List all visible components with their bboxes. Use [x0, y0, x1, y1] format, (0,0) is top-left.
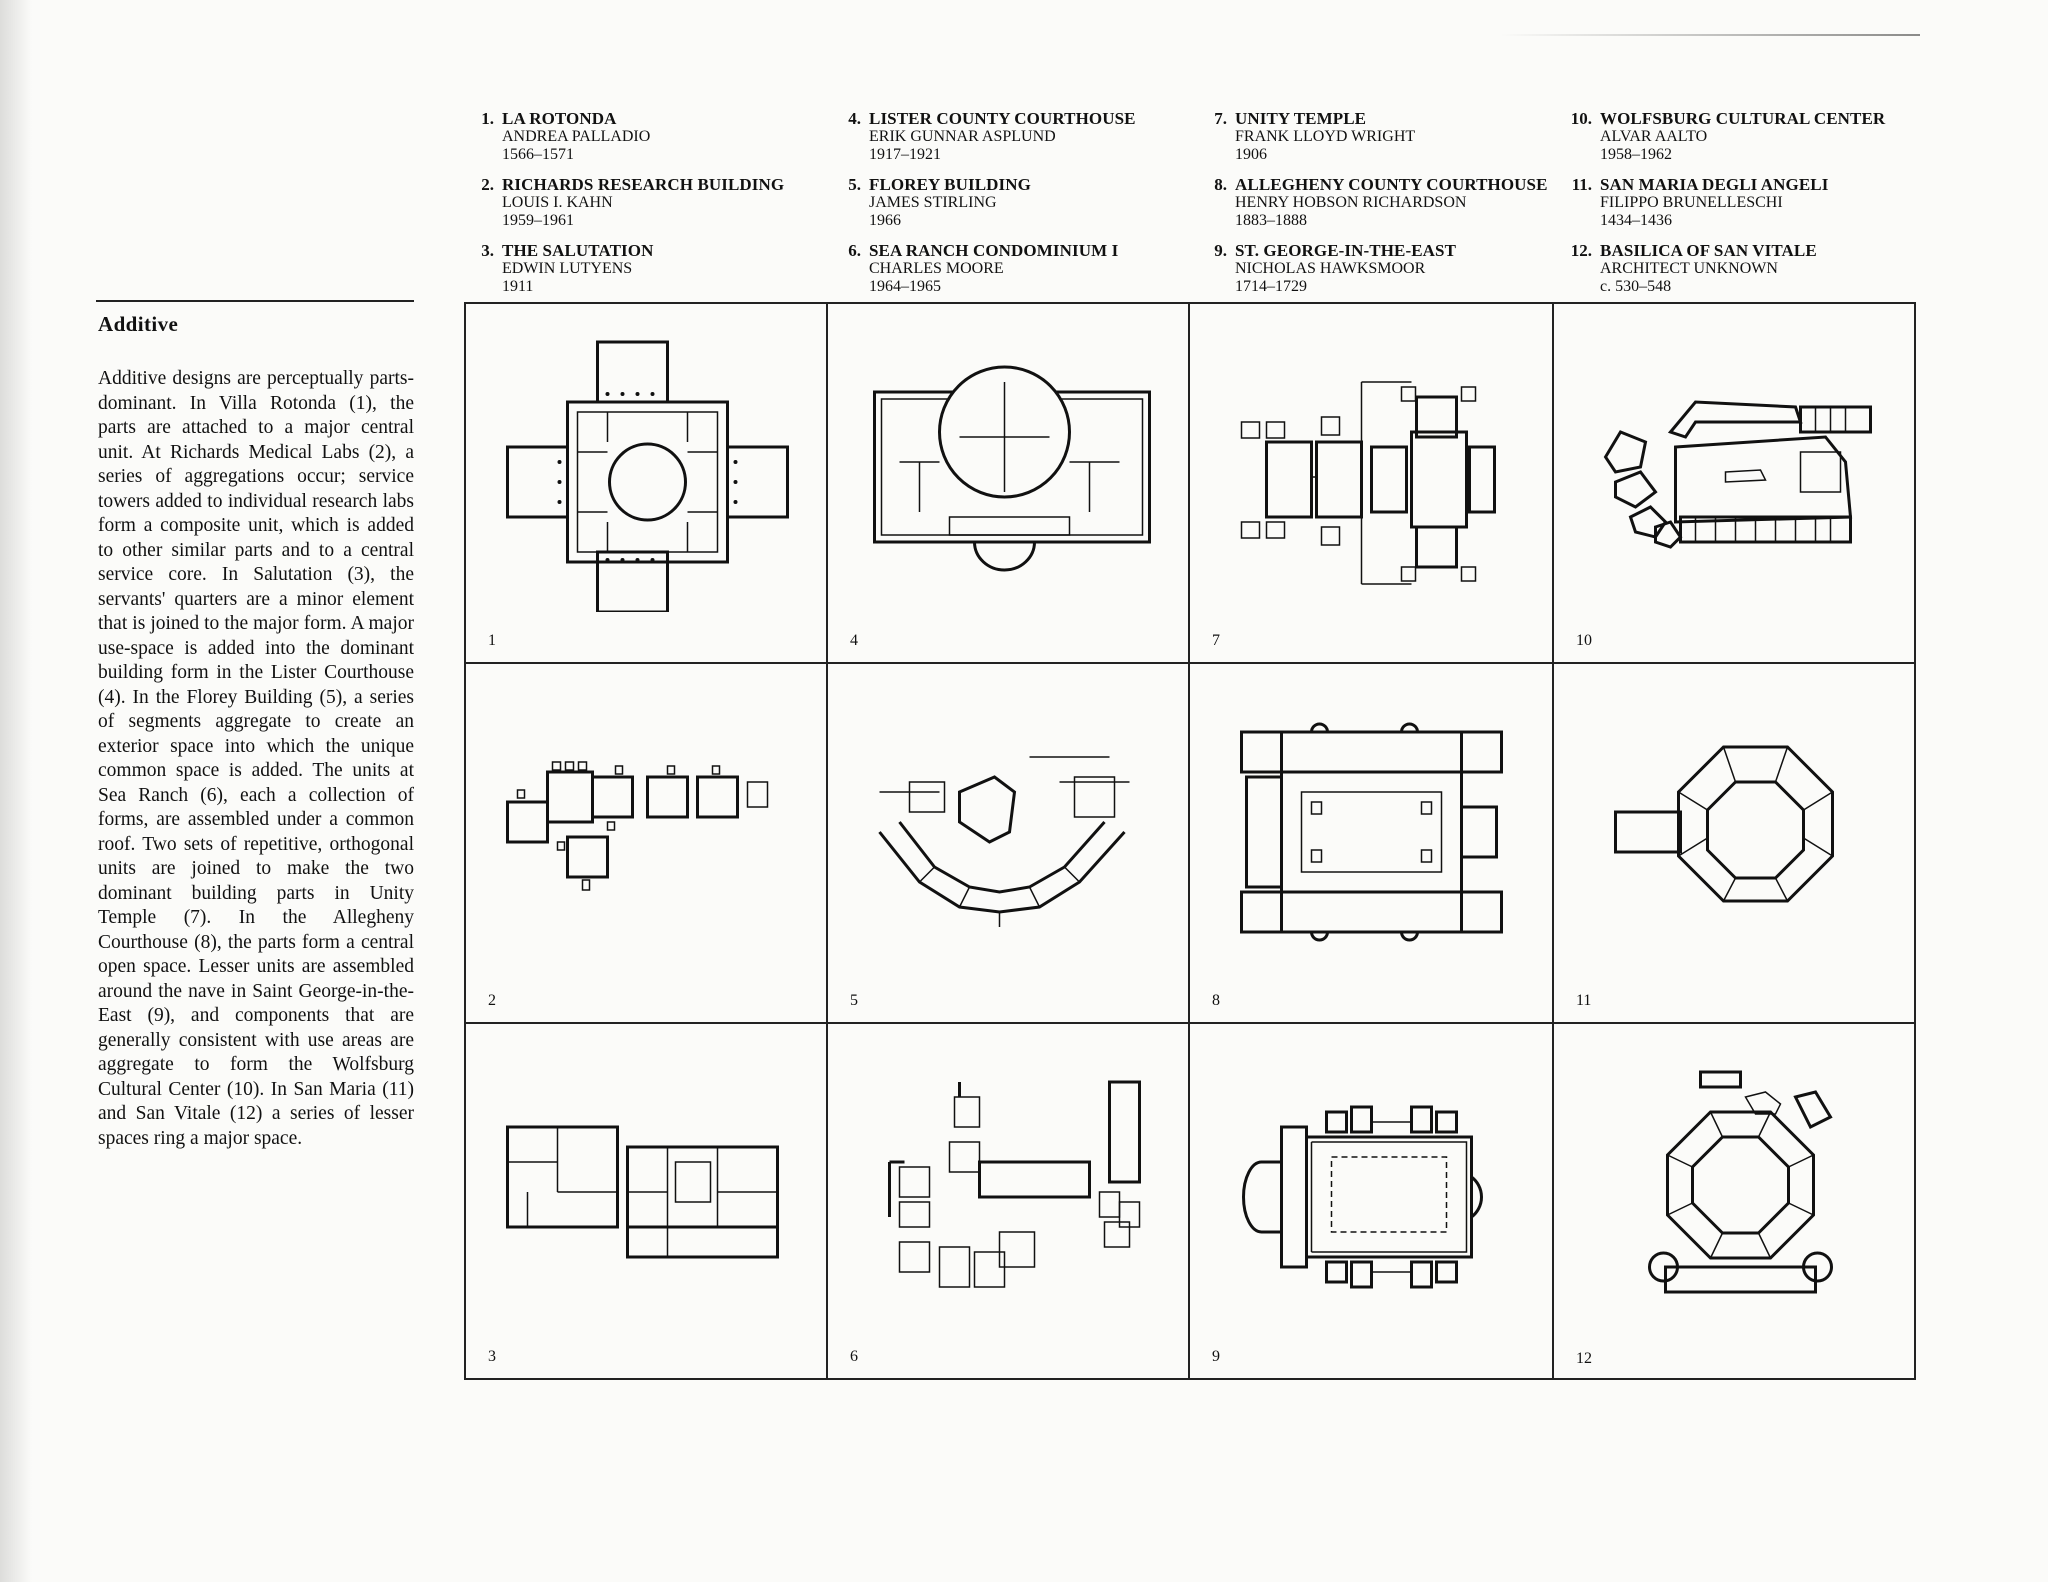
plan-number-label: 9	[1212, 1348, 1220, 1365]
caption-number: 11.	[1571, 175, 1592, 194]
plan-captions	[464, 110, 1884, 295]
caption-number: 3.	[481, 241, 494, 260]
caption-entry	[1562, 110, 1922, 164]
caption-architect: FILIPPO BRUNELLESCHI	[1600, 194, 1783, 211]
caption-title: UNITY TEMPLE	[1235, 109, 1367, 128]
section-body-text: Additive designs are perceptually parts-dominant. In Villa Rotonda (1), the parts are attached to a major central unit. At Richards Medical Labs (2), a series of aggregations occur; service towers added to individual research labs form a composite unit, which is added to other similar parts and to a central service core. In Salutation (3), the servants' quarters are a minor element that is joined to the major form. A major use-space is added into the dominant building form in the Lister Courthouse (4). In the Florey Building (5), a series of segments aggregate to create an exterior space into which the unique common space is added. The units at Sea Ranch (6), each a collection of forms, are assembled under a common roof. Two sets of repetitive, orthogonal units are joined to make the two dominant building parts in Unity Temple (7). In the Allegheny Courthouse (8), the parts form a central open space. Lesser units are assembled around the nave in Saint George-in-the-East (9), and components that are generally consistent with use areas are aggregate to form the Wolfsburg Cultural Center (10). In San Maria (11) and San Vitale (12) a series of lesser spaces ring a major space.	[98, 368, 414, 1149]
plan-cell-3	[466, 1024, 828, 1380]
caption-entry	[1197, 242, 1557, 296]
plan-number-label: 4	[850, 632, 858, 649]
caption-entry	[831, 242, 1191, 296]
caption-number: 5.	[848, 175, 861, 194]
caption-number: 6.	[848, 241, 861, 260]
plan-cell-2	[466, 664, 828, 1024]
caption-entry	[831, 176, 1191, 230]
floor-plan-richards-research	[496, 682, 799, 972]
caption-number: 1.	[481, 109, 494, 128]
caption-title: FLOREY BUILDING	[869, 175, 1031, 194]
caption-architect: LOUIS I. KAHN	[502, 194, 613, 211]
caption-entry	[831, 110, 1191, 164]
floor-plan-the-salutation	[496, 1042, 799, 1332]
plan-number-label: 7	[1212, 632, 1220, 649]
caption-number: 4.	[848, 109, 861, 128]
caption-title: RICHARDS RESEARCH BUILDING	[502, 175, 785, 194]
caption-body	[869, 242, 1118, 296]
caption-column-3	[1197, 110, 1557, 308]
floor-plan-allegheny-courthouse	[1220, 682, 1523, 972]
caption-title: SEA RANCH CONDOMINIUM I	[869, 241, 1119, 260]
caption-body	[1235, 110, 1415, 164]
floor-plan-wolfsburg-cultural-center	[1584, 322, 1887, 612]
caption-title: THE SALUTATION	[502, 241, 654, 260]
caption-entry	[1197, 176, 1557, 230]
floor-plan-san-maria-degli-angeli	[1584, 682, 1887, 972]
plan-cell-11	[1554, 664, 1914, 1024]
caption-number: 2.	[481, 175, 494, 194]
top-rule	[1500, 34, 1920, 36]
caption-date: c. 530–548	[1600, 278, 1672, 295]
caption-body	[1235, 176, 1548, 230]
caption-entry	[1197, 110, 1557, 164]
plan-number-label: 1	[488, 632, 496, 649]
caption-column-4	[1562, 110, 1922, 308]
caption-date: 1964–1965	[869, 278, 941, 295]
caption-column-2	[831, 110, 1191, 308]
caption-body	[869, 110, 1136, 164]
caption-number: 8.	[1214, 175, 1227, 194]
plan-cell-1	[466, 304, 828, 664]
caption-body	[502, 110, 650, 164]
section-heading: Additive	[98, 312, 179, 336]
plan-number-label: 8	[1212, 992, 1220, 1009]
floor-plan-lister-courthouse	[858, 322, 1161, 612]
caption-title: BASILICA OF SAN VITALE	[1600, 241, 1817, 260]
caption-architect: ERIK GUNNAR ASPLUND	[869, 128, 1056, 145]
caption-date: 1966	[869, 212, 901, 229]
caption-body	[502, 242, 653, 296]
caption-title: ALLEGHENY COUNTY COURTHOUSE	[1235, 175, 1548, 194]
caption-architect: JAMES STIRLING	[869, 194, 997, 211]
caption-architect: HENRY HOBSON RICHARDSON	[1235, 194, 1467, 211]
caption-body	[1235, 242, 1456, 296]
floor-plan-basilica-san-vitale	[1584, 1042, 1887, 1332]
floor-plan-st-george-in-the-east	[1220, 1042, 1523, 1332]
caption-body	[1600, 242, 1817, 296]
caption-date: 1434–1436	[1600, 212, 1672, 229]
plan-cell-9	[1190, 1024, 1554, 1380]
plan-number-label: 3	[488, 1348, 496, 1365]
plan-number-label: 11	[1576, 992, 1592, 1009]
caption-title: SAN MARIA DEGLI ANGELI	[1600, 175, 1829, 194]
caption-body	[502, 176, 784, 230]
caption-number: 10.	[1570, 109, 1592, 128]
floor-plan-unity-temple	[1220, 322, 1523, 612]
caption-date: 1917–1921	[869, 146, 941, 163]
caption-entry	[464, 176, 824, 230]
floor-plan-florey-building	[858, 682, 1161, 972]
caption-body	[1600, 176, 1828, 230]
caption-number: 12.	[1570, 241, 1592, 260]
plan-number-label: 5	[850, 992, 858, 1009]
caption-body	[869, 176, 1031, 230]
caption-body	[1600, 110, 1885, 164]
caption-number: 7.	[1214, 109, 1227, 128]
caption-date: 1958–1962	[1600, 146, 1672, 163]
caption-date: 1911	[502, 278, 534, 295]
caption-architect: ARCHITECT UNKNOWN	[1600, 260, 1778, 277]
plan-number-label: 6	[850, 1348, 858, 1365]
caption-title: LA ROTONDA	[502, 109, 617, 128]
plan-cell-6	[828, 1024, 1190, 1380]
plan-number-label: 12	[1576, 1350, 1592, 1367]
caption-entry	[464, 110, 824, 164]
caption-architect: ALVAR AALTO	[1600, 128, 1708, 145]
caption-date: 1906	[1235, 146, 1267, 163]
caption-date: 1959–1961	[502, 212, 574, 229]
caption-architect: CHARLES MOORE	[869, 260, 1004, 277]
caption-column-1	[464, 110, 824, 308]
floor-plan-la-rotonda	[496, 322, 799, 612]
plan-cell-4	[828, 304, 1190, 664]
plan-number-label: 10	[1576, 632, 1592, 649]
heading-rule	[96, 300, 414, 302]
plan-cell-10	[1554, 304, 1914, 664]
caption-architect: NICHOLAS HAWKSMOOR	[1235, 260, 1426, 277]
floor-plan-sea-ranch	[858, 1042, 1161, 1332]
sidebar	[96, 300, 414, 1151]
caption-date: 1714–1729	[1235, 278, 1307, 295]
caption-date: 1566–1571	[502, 146, 574, 163]
caption-architect: EDWIN LUTYENS	[502, 260, 633, 277]
plan-cell-7	[1190, 304, 1554, 664]
caption-number: 9.	[1214, 241, 1227, 260]
plan-grid	[464, 302, 1916, 1380]
caption-date: 1883–1888	[1235, 212, 1307, 229]
scan-shadow	[0, 0, 40, 1582]
caption-entry	[464, 242, 824, 296]
caption-entry	[1562, 242, 1922, 296]
plan-cell-12	[1554, 1024, 1914, 1380]
caption-title: LISTER COUNTY COURTHOUSE	[869, 109, 1136, 128]
plan-cell-5	[828, 664, 1190, 1024]
plan-number-label: 2	[488, 992, 496, 1009]
caption-architect: ANDREA PALLADIO	[502, 128, 651, 145]
caption-architect: FRANK LLOYD WRIGHT	[1235, 128, 1416, 145]
caption-title: ST. GEORGE-IN-THE-EAST	[1235, 241, 1457, 260]
caption-entry	[1562, 176, 1922, 230]
caption-title: WOLFSBURG CULTURAL CENTER	[1600, 109, 1886, 128]
plan-cell-8	[1190, 664, 1554, 1024]
